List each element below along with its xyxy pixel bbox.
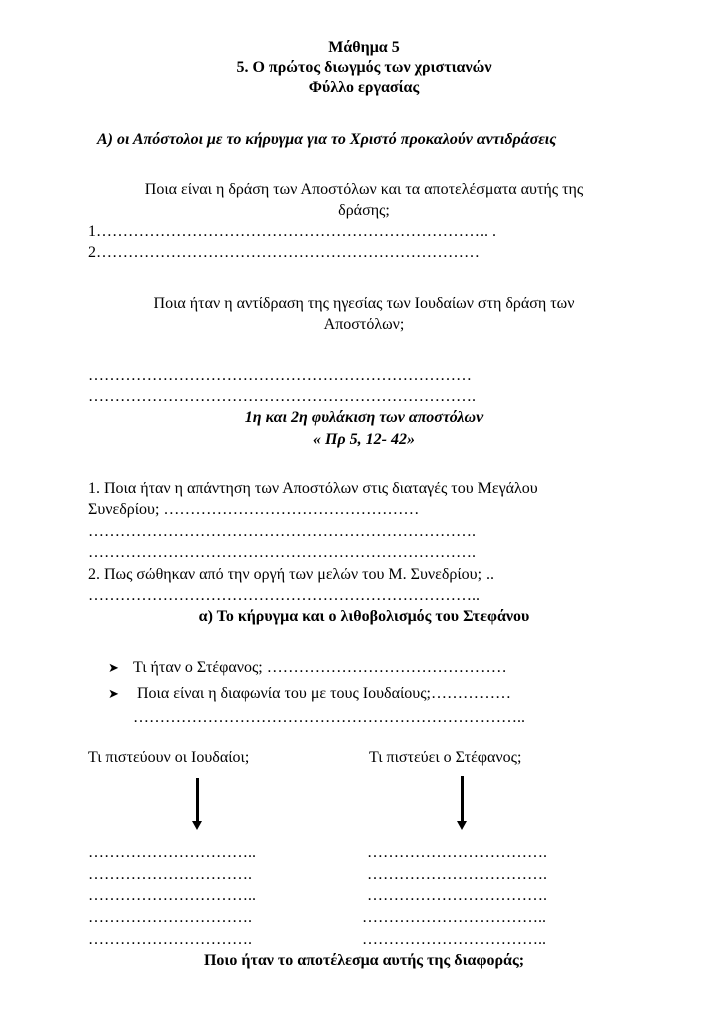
- question-sanhedrin-response-line2: Συνεδρίου; …………………………………………: [88, 501, 420, 518]
- scripture-reference: « Πρ 5, 12- 42»: [312, 431, 415, 448]
- left-answer-line: ………………………….: [88, 931, 252, 948]
- question-jewish-reaction-line2: Αποστόλων;: [323, 316, 405, 333]
- answer-line-8: ………………………………………………………………..: [133, 709, 525, 726]
- jews-belief-heading: Τι πιστεύουν οι Ιουδαίοι;: [88, 749, 250, 766]
- right-answer-line: ……………………………..: [362, 931, 546, 948]
- left-answer-line: ………………………….: [88, 909, 252, 926]
- question-apostles-action-line1: Ποια είναι η δράση των Αποστόλων και τα αποτελέσματα αυτής της: [144, 181, 584, 198]
- right-answer-line: …………………………….: [367, 844, 547, 861]
- answer-line-7: ………………………………………………………………..: [88, 587, 480, 604]
- answer-line-5: ……………………………………………………………….: [88, 523, 476, 540]
- stephen-heading: α) Το κήρυγμα και ο λιθοβολισμός του Στεφάνου: [198, 608, 530, 625]
- question-sanhedrin-response-line1: 1. Ποια ήταν η απάντηση των Αποστόλων στις διαταγές του Μεγάλου: [88, 480, 538, 497]
- answer-line-3: ………………………………………………………………: [88, 367, 472, 384]
- imprisonment-heading: 1η και 2η φυλάκιση των αποστόλων: [244, 409, 484, 426]
- stephen-belief-heading: Τι πιστεύει ο Στέφανος;: [369, 749, 522, 766]
- answer-line-2: 2………………………………………………………………: [88, 244, 480, 261]
- question-how-saved: 2. Πως σώθηκαν από την οργή των μελών του Μ. Συνεδρίου; ..: [88, 566, 495, 583]
- worksheet-label: Φύλλο εργασίας: [308, 79, 420, 96]
- arrow-bullet-icon: ➤: [108, 686, 119, 701]
- question-jewish-reaction-line1: Ποια ήταν η αντίδραση της ηγεσίας των Ιουδαίων στη δράση των: [153, 295, 575, 312]
- down-arrow-icon: [461, 776, 464, 822]
- arrow-bullet-icon: ➤: [108, 660, 119, 675]
- left-answer-line: …………………………..: [88, 844, 256, 861]
- down-arrow-icon: [196, 778, 199, 822]
- right-answer-line: …………………………….: [367, 887, 547, 904]
- left-answer-line: …………………………..: [88, 887, 256, 904]
- question-who-was-stephen: Τι ήταν ο Στέφανος; ………………………………………: [133, 659, 507, 676]
- question-disagreement: Ποια είναι η διαφωνία του με τους Ιουδαίους;……………: [137, 685, 511, 702]
- answer-line-6: ……………………………………………………………….: [88, 544, 476, 561]
- answer-line-1: 1……………………………………………………………….. .: [88, 223, 496, 240]
- lesson-number: Μάθημα 5: [328, 39, 400, 56]
- section-a-heading: Α) οι Απόστολοι με το κήρυγμα για το Χριστό προκαλούν αντιδράσεις: [97, 131, 557, 148]
- final-question: Ποιο ήταν το αποτέλεσμα αυτής της διαφοράς;: [203, 952, 525, 969]
- right-answer-line: ……………………………..: [362, 909, 546, 926]
- lesson-title: 5. Ο πρώτος διωγμός των χριστιανών: [236, 59, 492, 76]
- left-answer-line: ………………………….: [88, 866, 252, 883]
- right-answer-line: …………………………….: [367, 866, 547, 883]
- question-apostles-action-line2: δράσης;: [338, 202, 390, 219]
- answer-line-4: ……………………………………………………………….: [88, 388, 476, 405]
